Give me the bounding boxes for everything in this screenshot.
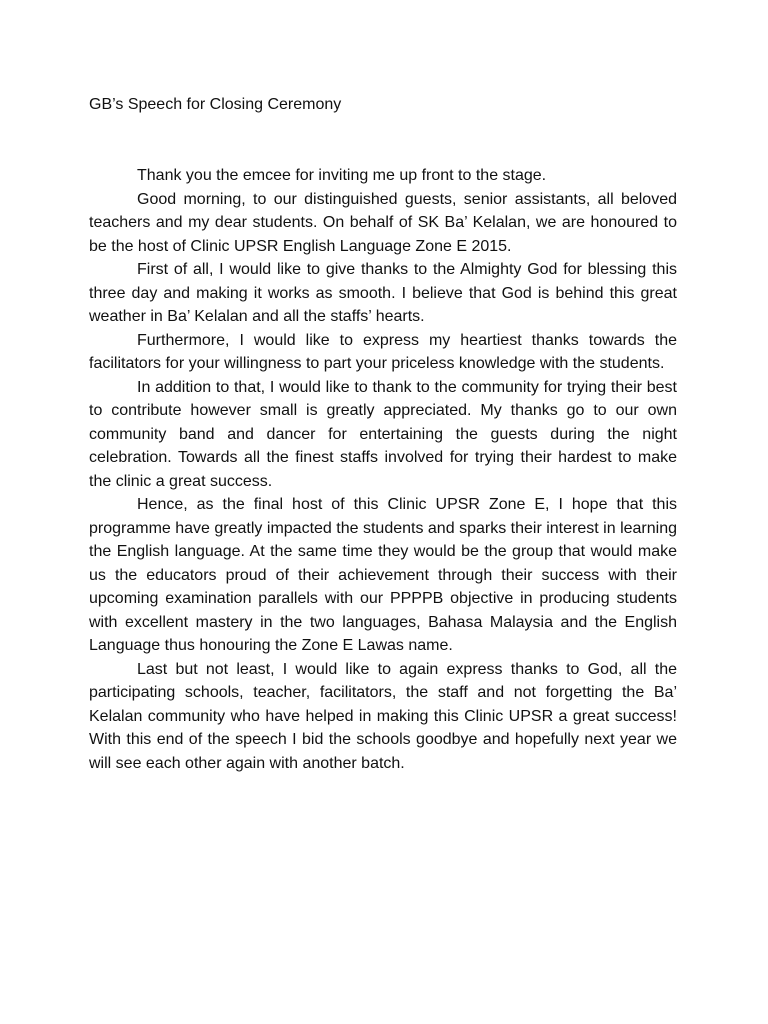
document-title: GB’s Speech for Closing Ceremony xyxy=(89,96,342,113)
paragraph-final-host: Hence, as the final host of this Clinic UPSR Zone E, I hope that this programme have greatly impacted the students and sparks their interest in learning the English language. At the same time they would be the group that would make us the educators proud of their achievement through their success with their upcoming examination parallels with our PPPPB objective in producing students with excellent mastery in the two languages, Bahasa Malaysia and the English Language thus honouring the Zone E Lawas name. xyxy=(89,496,677,654)
paragraph-closing: Last but not least, I would like to again express thanks to God, all the participating schools, teacher, facilitators, the staff and not forgetting the Ba’ Kelalan community who have helped in making this Clinic UPSR a great success! With this end of the speech I bid the schools goodbye and hopefully next year we will see each other again with another batch. xyxy=(89,660,677,772)
paragraph-greeting: Good morning, to our distinguished guests, senior assistants, all beloved teachers and my dear students. On behalf of SK Ba’ Kelalan, we are honoured to be the host of Clinic UPSR English Language Zone E 2015. xyxy=(89,190,677,255)
paragraph-thanks-facilitators: Furthermore, I would like to express my heartiest thanks towards the facilitators for your willingness to part your priceless knowledge with the students. xyxy=(89,331,677,372)
document-body xyxy=(89,164,677,775)
paragraph-thanks-community: In addition to that, I would like to thank to the community for trying their best to contribute however small is greatly appreciated. My thanks go to our own community band and dancer for entertaining the guests during the night celebration. Towards all the finest staffs involved for trying their hardest to make the clinic a great success. xyxy=(89,378,677,490)
paragraph-thanks-god: First of all, I would like to give thanks to the Almighty God for blessing this three day and making it works as smooth. I believe that God is behind this great weather in Ba’ Kelalan and all the staffs’ hearts. xyxy=(89,261,677,325)
paragraph-thanks-emcee: Thank you the emcee for inviting me up front to the stage. xyxy=(137,167,547,184)
